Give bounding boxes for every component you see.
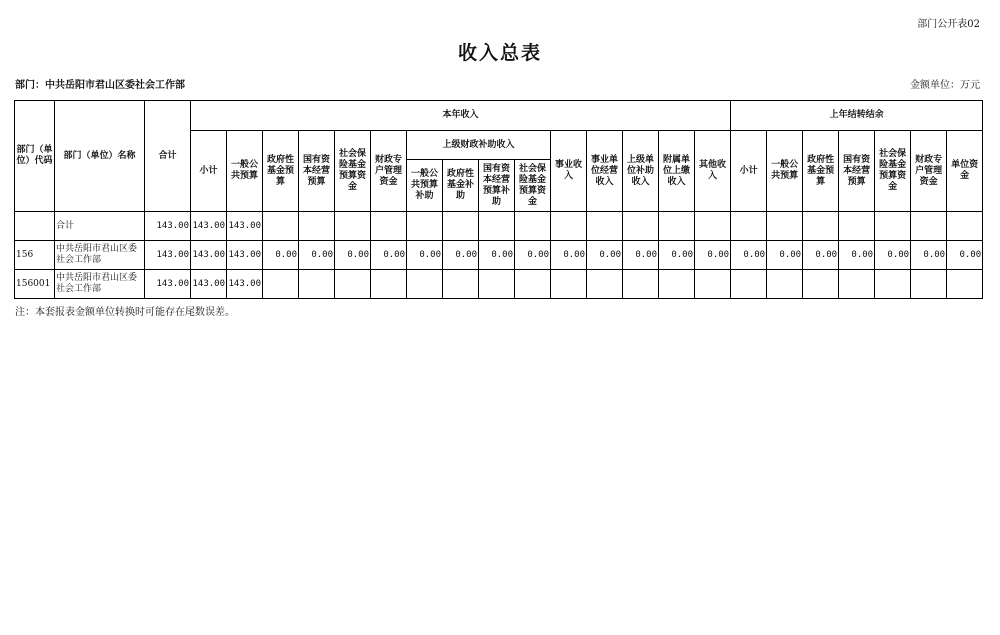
dept-code-cell: 156 bbox=[15, 241, 55, 270]
amount-cell: 0.00 bbox=[371, 241, 407, 270]
amount-cell bbox=[731, 212, 767, 241]
dept-name-cell: 中共岳阳市君山区委社会工作部 bbox=[55, 270, 145, 299]
dept-name-cell: 中共岳阳市君山区委社会工作部 bbox=[55, 241, 145, 270]
amount-cell: 0.00 bbox=[947, 241, 983, 270]
amount-cell bbox=[911, 270, 947, 299]
dept-name-cell: 合计 bbox=[55, 212, 145, 241]
amount-cell bbox=[695, 212, 731, 241]
amount-cell bbox=[371, 270, 407, 299]
department-label: 部门：中共岳阳市君山区委社会工作部 bbox=[15, 80, 185, 91]
amount-cell bbox=[839, 212, 875, 241]
amount-cell: 0.00 bbox=[335, 241, 371, 270]
amount-cell bbox=[551, 270, 587, 299]
amount-cell: 0.00 bbox=[263, 241, 299, 270]
amount-cell: 0.00 bbox=[515, 241, 551, 270]
amount-cell bbox=[263, 270, 299, 299]
amount-cell bbox=[695, 270, 731, 299]
header-upper-col: 国有资本经营预算补助 bbox=[479, 160, 515, 212]
amount-cell bbox=[407, 270, 443, 299]
amount-cell bbox=[371, 212, 407, 241]
amount-cell bbox=[947, 212, 983, 241]
dept-code-cell: 156001 bbox=[15, 270, 55, 299]
amount-cell: 143.00 bbox=[145, 270, 191, 299]
amount-cell bbox=[479, 212, 515, 241]
amount-cell bbox=[623, 212, 659, 241]
header-upper-fiscal-subsidy: 上级财政补助收入 bbox=[407, 131, 551, 160]
amount-cell bbox=[443, 270, 479, 299]
table-row bbox=[15, 212, 983, 241]
amount-cell: 143.00 bbox=[191, 270, 227, 299]
header-current-col: 社会保险基金预算资金 bbox=[335, 131, 371, 212]
header-prev-col: 单位资金 bbox=[947, 131, 983, 212]
header-upper-col: 社会保险基金预算资金 bbox=[515, 160, 551, 212]
header-upper-col: 政府性基金补助 bbox=[443, 160, 479, 212]
header-current-col: 财政专户管理资金 bbox=[371, 131, 407, 212]
amount-cell bbox=[839, 270, 875, 299]
table-body bbox=[15, 212, 983, 299]
header-prev-col: 政府性基金预算 bbox=[803, 131, 839, 212]
table-row bbox=[15, 270, 983, 299]
amount-cell: 0.00 bbox=[407, 241, 443, 270]
header-current-col: 一般公共预算 bbox=[227, 131, 263, 212]
header-other-col: 上级单位补助收入 bbox=[623, 131, 659, 212]
amount-cell: 143.00 bbox=[145, 212, 191, 241]
amount-cell: 143.00 bbox=[191, 212, 227, 241]
amount-cell: 0.00 bbox=[911, 241, 947, 270]
amount-cell: 0.00 bbox=[767, 241, 803, 270]
amount-cell: 143.00 bbox=[227, 212, 263, 241]
amount-cell bbox=[767, 212, 803, 241]
header-prev-col: 社会保险基金预算资金 bbox=[875, 131, 911, 212]
amount-cell bbox=[803, 212, 839, 241]
amount-cell bbox=[299, 270, 335, 299]
header-other-col: 事业单位经营收入 bbox=[587, 131, 623, 212]
header-upper-col: 一般公共预算补助 bbox=[407, 160, 443, 212]
amount-cell bbox=[407, 212, 443, 241]
header-other-col: 其他收入 bbox=[695, 131, 731, 212]
amount-cell bbox=[623, 270, 659, 299]
header-other-col: 事业收入 bbox=[551, 131, 587, 212]
amount-cell bbox=[659, 270, 695, 299]
amount-cell bbox=[767, 270, 803, 299]
amount-cell: 143.00 bbox=[145, 241, 191, 270]
amount-cell: 143.00 bbox=[227, 270, 263, 299]
income-summary-table bbox=[14, 100, 983, 299]
amount-cell: 143.00 bbox=[227, 241, 263, 270]
amount-cell bbox=[515, 212, 551, 241]
amount-cell: 143.00 bbox=[191, 241, 227, 270]
amount-cell: 0.00 bbox=[803, 241, 839, 270]
amount-cell bbox=[947, 270, 983, 299]
header-other-col: 附属单位上缴收入 bbox=[659, 131, 695, 212]
amount-cell bbox=[587, 270, 623, 299]
header-dept-name: 部门（单位）名称 bbox=[55, 101, 145, 212]
amount-cell bbox=[659, 212, 695, 241]
header-current-year-income: 本年收入 bbox=[191, 101, 731, 131]
header-dept-code: 部门（单位）代码 bbox=[15, 101, 55, 212]
amount-cell bbox=[335, 270, 371, 299]
amount-cell bbox=[443, 212, 479, 241]
header-prev-col: 国有资本经营预算 bbox=[839, 131, 875, 212]
header-prev-col: 一般公共预算 bbox=[767, 131, 803, 212]
amount-cell bbox=[731, 270, 767, 299]
amount-cell: 0.00 bbox=[443, 241, 479, 270]
page-title: 收入总表 bbox=[457, 42, 542, 64]
amount-cell bbox=[875, 212, 911, 241]
header-total: 合计 bbox=[145, 101, 191, 212]
header-prior-year-carryover: 上年结转结余 bbox=[731, 101, 983, 131]
amount-cell bbox=[875, 270, 911, 299]
amount-cell bbox=[551, 212, 587, 241]
amount-cell: 0.00 bbox=[731, 241, 767, 270]
amount-cell: 0.00 bbox=[299, 241, 335, 270]
header-current-col: 国有资本经营预算 bbox=[299, 131, 335, 212]
dept-code-cell bbox=[15, 212, 55, 241]
amount-cell bbox=[911, 212, 947, 241]
footnote: 注：本套报表金额单位转换时可能存在尾数误差。 bbox=[15, 307, 235, 318]
amount-cell: 0.00 bbox=[659, 241, 695, 270]
header-prev-col: 小计 bbox=[731, 131, 767, 212]
amount-cell bbox=[335, 212, 371, 241]
amount-cell bbox=[299, 212, 335, 241]
amount-cell bbox=[263, 212, 299, 241]
amount-cell: 0.00 bbox=[623, 241, 659, 270]
amount-unit-label: 金额单位：万元 bbox=[910, 80, 980, 91]
amount-cell bbox=[587, 212, 623, 241]
table-header bbox=[15, 101, 983, 212]
header-current-col: 政府性基金预算 bbox=[263, 131, 299, 212]
table-row bbox=[15, 241, 983, 270]
amount-cell bbox=[803, 270, 839, 299]
header-prev-col: 财政专户管理资金 bbox=[911, 131, 947, 212]
form-number: 部门公开表02 bbox=[917, 19, 980, 30]
header-current-col: 小计 bbox=[191, 131, 227, 212]
amount-cell: 0.00 bbox=[587, 241, 623, 270]
amount-cell bbox=[479, 270, 515, 299]
amount-cell: 0.00 bbox=[479, 241, 515, 270]
amount-cell bbox=[515, 270, 551, 299]
amount-cell: 0.00 bbox=[695, 241, 731, 270]
amount-cell: 0.00 bbox=[551, 241, 587, 270]
amount-cell: 0.00 bbox=[875, 241, 911, 270]
amount-cell: 0.00 bbox=[839, 241, 875, 270]
